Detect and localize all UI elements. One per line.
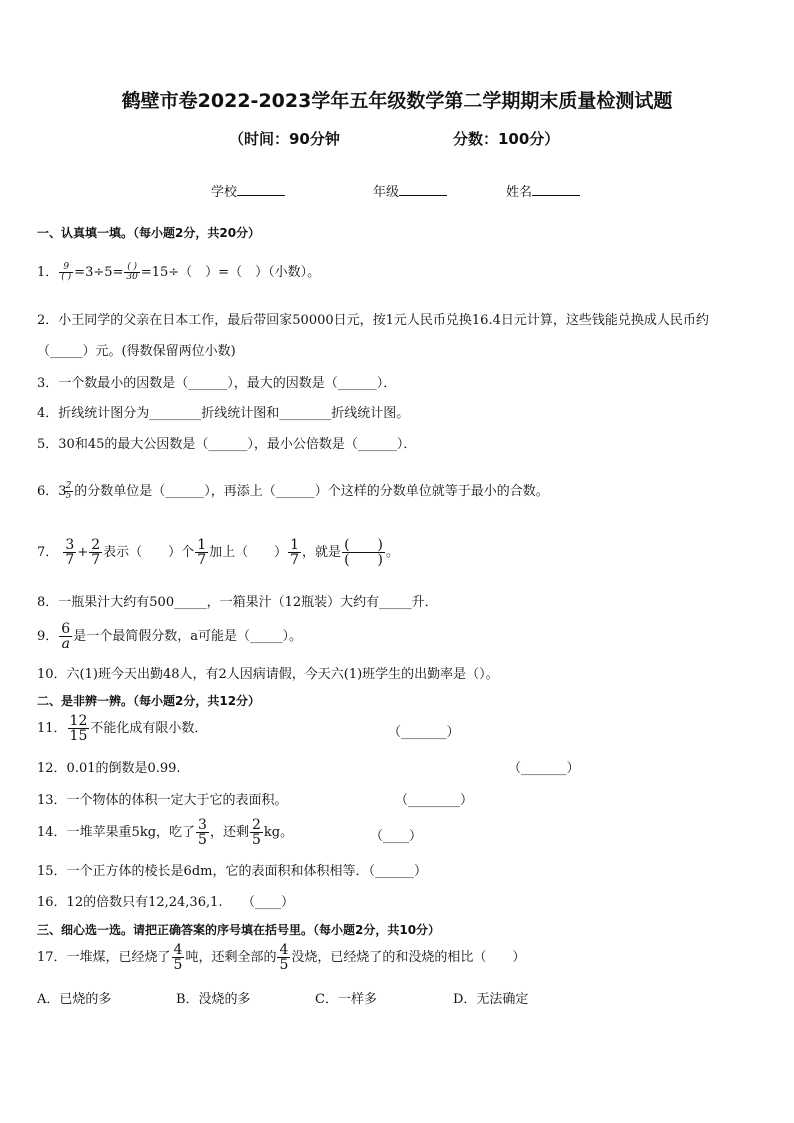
exam-time: （时间：90分钟 bbox=[229, 130, 340, 148]
option-b[interactable]: B．没烧的多 bbox=[176, 992, 251, 1007]
fraction: $\frac{( )}{30}$ bbox=[126, 262, 138, 282]
fraction: $\frac{1}{7}$ bbox=[290, 537, 300, 568]
fraction: $\frac{2}{7}$ bbox=[91, 537, 101, 568]
question-9: 9． $\frac{6}{a}$ 是一个最简假分数，a可能是（_____）。 bbox=[37, 621, 302, 652]
question-11-answer[interactable]: （_______） bbox=[388, 725, 460, 740]
question-5: 5．30和45的最大公因数是（______），最小公倍数是（______）． bbox=[37, 437, 417, 452]
fraction: $\frac{12}{15}$ bbox=[69, 713, 88, 744]
fraction: $\frac{9}{( )}$ bbox=[61, 262, 72, 282]
grade-blank[interactable] bbox=[399, 183, 447, 196]
question-7: 7． $\frac{3}{7}$ + $\frac{2}{7}$ 表示（ ）个 $\frac{1}{7}$ 加上（ ） $\frac{1}{7}$ ，就是 $\frac{( )}{( )}$ 。 bbox=[37, 537, 400, 568]
option-d[interactable]: D．无法确定 bbox=[453, 992, 529, 1007]
school-blank[interactable] bbox=[237, 183, 285, 196]
name-field bbox=[506, 181, 580, 200]
fraction: $\frac{4}{5}$ bbox=[279, 942, 289, 973]
question-2-line1: 2．小王同学的父亲在日本工作，最后带回家50000日元，按1元人民币兑换16.4日元计算，这些钱能兑换成人民币约 bbox=[37, 313, 709, 328]
name-blank[interactable] bbox=[532, 183, 580, 196]
fraction: $\frac{1}{7}$ bbox=[197, 537, 207, 568]
question-14: 14．一堆苹果重5kg，吃了 $\frac{3}{5}$ ，还剩 $\frac{2}{5}$ kg。 bbox=[37, 817, 294, 848]
question-12: 12．0.01的倒数是0.99. bbox=[37, 761, 181, 776]
question-13: 13．一个物体的体积一定大于它的表面积。 bbox=[37, 793, 288, 808]
section-2-heading: 二、是非辨一辨。（每小题2分，共12分） bbox=[37, 694, 261, 708]
question-15: 15．一个正方体的棱长是6dm，它的表面积和体积相等．（______） bbox=[37, 864, 427, 879]
question-2-line2: （_____）元。(得数保留两位小数) bbox=[37, 344, 236, 359]
question-8: 8．一瓶果汁大约有500_____，一箱果汁（12瓶装）大约有_____升． bbox=[37, 595, 438, 610]
question-16: 16．12的倍数只有12,24,36,1. （____） bbox=[37, 895, 295, 910]
fraction: $\frac{4}{5}$ bbox=[173, 942, 183, 973]
question-4: 4．折线统计图分为________折线统计图和________折线统计图。 bbox=[37, 406, 410, 421]
question-10: 10．六(1)班今天出勤48人，有2人因病请假，今天六(1)班学生的出勤率是（）。 bbox=[37, 667, 499, 682]
question-1: 1． $\frac{9}{( )}$ =3÷5= $\frac{( )}{30}$ =15÷（ ）=（ ）（小数）。 bbox=[37, 262, 321, 282]
question-6: 6．3 $\frac{2}{5}$ 的分数单位是（______），再添上（______）个这样的分数单位就等于最小的合数。 bbox=[37, 481, 549, 501]
grade-field bbox=[373, 181, 447, 200]
exam-score: 分数：100分） bbox=[453, 130, 560, 148]
grade-label: 年级 bbox=[373, 185, 400, 200]
name-label: 姓名 bbox=[506, 185, 533, 200]
option-a[interactable]: A．已烧的多 bbox=[37, 992, 112, 1007]
fraction: $\frac{2}{5}$ bbox=[65, 481, 72, 501]
fraction: $\frac{6}{a}$ bbox=[61, 621, 71, 652]
fraction: $\frac{3}{5}$ bbox=[198, 817, 207, 848]
section-3-heading: 三、细心选一选。请把正确答案的序号填在括号里。（每小题2分，共10分） bbox=[37, 923, 441, 937]
question-14-answer[interactable]: （____） bbox=[370, 829, 423, 844]
fraction: $\frac{3}{7}$ bbox=[65, 537, 75, 568]
school-field bbox=[211, 181, 285, 200]
fraction: $\frac{2}{5}$ bbox=[251, 817, 261, 848]
option-c[interactable]: C．一样多 bbox=[315, 992, 377, 1007]
question-13-answer[interactable]: （________） bbox=[395, 793, 474, 808]
question-11: 11． $\frac{12}{15}$ 不能化成有限小数． bbox=[37, 713, 208, 744]
answer-fraction[interactable]: $\frac{( )}{( )}$ bbox=[344, 537, 383, 568]
question-12-answer[interactable]: （_______） bbox=[508, 761, 580, 776]
section-1-heading: 一、认真填一填。（每小题2分，共20分） bbox=[37, 226, 261, 240]
page-title: 鹤壁市卷2022-2023学年五年级数学第二学期期末质量检测试题 bbox=[121, 90, 673, 112]
school-label: 学校 bbox=[211, 185, 238, 200]
question-17: 17．一堆煤，已经烧了 $\frac{4}{5}$ 吨，还剩全部的 $\frac{4}{5}$ 没烧，已经烧了的和没烧的相比（ ） bbox=[37, 942, 526, 973]
question-3: 3．一个数最小的因数是（______），最大的因数是（______）． bbox=[37, 376, 397, 391]
